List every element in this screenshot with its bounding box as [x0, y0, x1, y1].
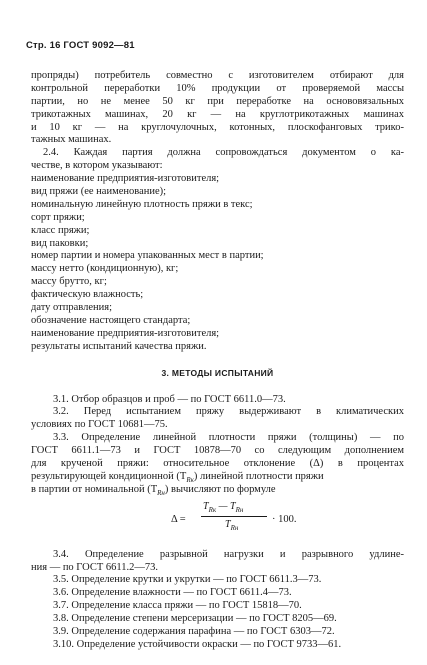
list-item: массу нетто (кондиционную), кг; [31, 263, 179, 275]
text-line: тажных машинах. [31, 134, 112, 146]
text-line: в партии от номинальной $(T_{Rн})$ вычисляют по формуле [31, 483, 276, 497]
list-item: обозначение настоящего стандарта; [31, 314, 191, 326]
subscript: Rк [186, 475, 194, 484]
document-body [31, 70, 404, 652]
list-item: наименование предприятия-изготовителя; [31, 327, 220, 339]
text-line: ГОСТ 6611.1—73 и ГОСТ 10878—70 со следующим дополнением [31, 445, 404, 457]
text-line: и 10 кг — на круглочулочных, котонных, плоскофанговых трико- [31, 121, 404, 133]
fraction-bar [201, 516, 267, 517]
text-fragment: результирующей кондиционной $(T_{Rк})$ линейной плотности пряжи [31, 470, 324, 484]
formula-numerator: $T_{Rк}$ — $T_{Rн}$ [203, 500, 244, 514]
list-item: фактическую влажность; [31, 289, 144, 301]
formula-lhs: Δ = [171, 513, 186, 525]
text-line: партии, но не менее 50 кг при переработке на основовязальных [31, 95, 404, 107]
clause-2-4: 2.4. Каждая партия должна сопровождаться документом о ка- [43, 147, 404, 159]
page-header: Стр. 16 ГОСТ 9092—81 [26, 40, 135, 51]
clause-3-4: 3.4. Определение разрывной нагрузки и разрывного удлине- [53, 548, 404, 560]
text-line: контрольной переработки 10% продукции от проверяемой массы [31, 82, 404, 94]
document-list [31, 173, 404, 353]
clause-3-3: 3.3. Определение линейной плотности пряжи (толщины) — по [53, 432, 404, 444]
text-line: для крученой пряжи: относительное отклонение (Δ) в процентах [31, 457, 404, 469]
clause-3-10: 3.10. Определение устойчивости окраски — по ГОСТ 9733—61. [53, 638, 342, 650]
text-line: условиях по ГОСТ 10681—75. [31, 419, 168, 431]
clause-3-8: 3.8. Определение степени мерсеризации — по ГОСТ 8205—69. [53, 613, 337, 625]
list-item: сорт пряжи; [31, 211, 85, 223]
formula-denominator: $T_{Rн}$ [225, 518, 239, 532]
list-item: класс пряжи; [31, 224, 90, 236]
clause-3-2: 3.2. Перед испытанием пряжу выдерживают в климатических [53, 406, 404, 418]
text-line: пропряды) потребитель совместно с изготовителем отбирают для [31, 70, 404, 81]
list-item: наименование предприятия-изготовителя; [31, 173, 220, 185]
text-line: трикотажных машинах, 20 кг — на круглотрикотажных машинах [31, 108, 404, 120]
list-item: номинальную линейную плотность пряжи в текс; [31, 198, 253, 210]
list-item: номер партии и номера упакованных мест в партии; [31, 250, 264, 262]
formula [31, 501, 404, 541]
clause-3-6: 3.6. Определение влажности — по ГОСТ 6611.4—73. [53, 587, 292, 599]
clause-3-5: 3.5. Определение крутки и укрутки — по ГОСТ 6611.3—73. [53, 574, 322, 586]
clause-3-7: 3.7. Определение класса пряжи — по ГОСТ 15818—70. [53, 600, 302, 612]
subscript: Rн [157, 488, 165, 497]
clause-3-1: 3.1. Отбор образцов и проб — по ГОСТ 6611.0—73. [53, 393, 286, 405]
list-item: дату отправления; [31, 302, 112, 314]
formula-rhs: · 100. [272, 513, 297, 525]
list-item: массу брутто, кг; [31, 276, 107, 288]
clause-3-9: 3.9. Определение содержания парафина — по ГОСТ 6303—72. [53, 625, 335, 637]
text-line: ния — по ГОСТ 6611.2—73. [31, 561, 158, 573]
list-item: вид пряжи (ее наименование); [31, 186, 167, 198]
list-item: результаты испытаний качества пряжи. [31, 340, 207, 352]
section-heading: 3. МЕТОДЫ ИСПЫТАНИЙ [161, 367, 274, 378]
list-item: вид паковки; [31, 237, 89, 249]
text-line: честве, в котором указывают: [31, 160, 163, 172]
text-line [31, 471, 404, 484]
